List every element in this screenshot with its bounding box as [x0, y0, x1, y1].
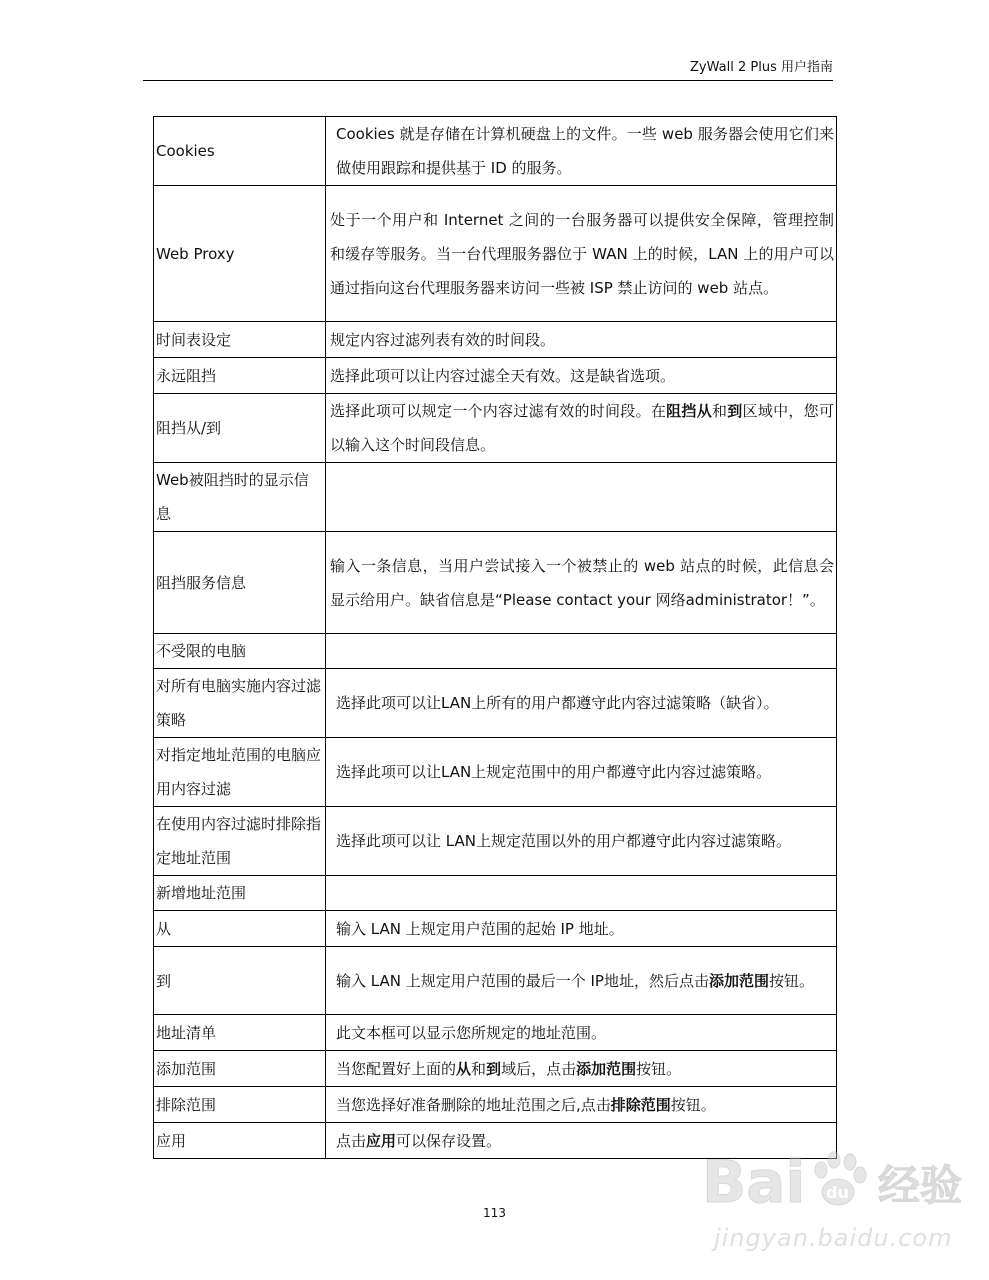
row-description: 选择此项可以让 LAN上规定范围以外的用户都遵守此内容过滤策略。	[326, 807, 837, 876]
row-label: 排除范围	[154, 1087, 326, 1123]
row-description: Cookies 就是存储在计算机硬盘上的文件。一些 web 服务器会使用它们来做使用跟踪和提供基于 ID 的服务。	[326, 117, 837, 186]
row-description: 选择此项可以让LAN上规定范围中的用户都遵守此内容过滤策略。	[326, 738, 837, 807]
table-row	[154, 1087, 837, 1123]
table-row	[154, 186, 837, 322]
table-row	[154, 911, 837, 947]
desc-bold-term: 从	[456, 1059, 472, 1078]
table-row	[154, 117, 837, 186]
svg-text:du: du	[826, 1183, 849, 1202]
table-row	[154, 463, 837, 532]
row-description	[326, 634, 837, 669]
desc-text: 和	[711, 402, 728, 420]
desc-bold-term: 应用	[366, 1131, 397, 1150]
row-label: 对所有电脑实施内容过滤策略	[154, 669, 326, 738]
row-description	[326, 947, 837, 1015]
desc-text: 和	[471, 1059, 487, 1078]
row-description	[326, 394, 837, 463]
desc-text: 当您选择好准备删除的地址范围之后,点击	[336, 1095, 611, 1114]
desc-text: 区域中，您可以输入这个时间段信息。	[330, 402, 834, 454]
desc-text: 按钮。	[636, 1059, 682, 1078]
row-label: 永远阻挡	[154, 358, 326, 394]
desc-text: 点击	[336, 1131, 367, 1150]
row-description	[326, 463, 837, 532]
desc-text: 按钮。	[768, 971, 814, 990]
svg-text:Bai: Bai	[702, 1148, 806, 1216]
row-label: Web被阻挡时的显示信息	[154, 463, 326, 532]
table-row	[154, 394, 837, 463]
page-header	[143, 58, 833, 81]
row-label: 应用	[154, 1123, 326, 1159]
row-label: 阻挡从/到	[154, 394, 326, 463]
table-row	[154, 738, 837, 807]
row-label: 不受限的电脑	[154, 634, 326, 669]
page-number: 113	[483, 1206, 506, 1220]
svg-text:经验: 经验	[878, 1161, 963, 1210]
watermark-url: jingyan.baidu.com	[714, 1224, 953, 1252]
row-description: 规定内容过滤列表有效的时间段。	[326, 322, 837, 358]
desc-bold-term: 到	[486, 1059, 502, 1078]
row-description: 此文本框可以显示您所规定的地址范围。	[326, 1015, 837, 1051]
table-row	[154, 634, 837, 669]
row-label: 地址清单	[154, 1015, 326, 1051]
row-description: 输入一条信息，当用户尝试接入一个被禁止的 web 站点的时候，此信息会显示给用户。缺省信息是“Please contact your 网络administrator！”。	[326, 532, 837, 634]
desc-text: 可以保存设置。	[396, 1131, 502, 1150]
desc-bold-term: 添加范围	[576, 1059, 637, 1078]
row-label: 在使用内容过滤时排除指定地址范围	[154, 807, 326, 876]
settings-table	[153, 116, 837, 1159]
table-row	[154, 322, 837, 358]
table-row	[154, 1015, 837, 1051]
table-row	[154, 947, 837, 1015]
header-product: ZyWall 2 Plus	[690, 60, 777, 75]
table-row	[154, 532, 837, 634]
row-description	[326, 876, 837, 911]
desc-text: 域后，点击	[501, 1059, 577, 1078]
table-row	[154, 669, 837, 738]
desc-text: 按钮。	[670, 1095, 716, 1114]
row-description	[326, 1051, 837, 1087]
row-label: 时间表设定	[154, 322, 326, 358]
row-description: 处于一个用户和 Internet 之间的一台服务器可以提供安全保障，管理控制和缓存等服务。当一台代理服务器位于 WAN 上的时候，LAN 上的用户可以通过指向这台代理服务器来访问一些被 ISP 禁止访问的 web 站点。	[326, 186, 837, 322]
desc-bold-term: 阻挡从	[666, 402, 712, 420]
row-label: 到	[154, 947, 326, 1015]
table-row	[154, 358, 837, 394]
baidu-logo-icon	[700, 1140, 980, 1220]
header-guide: 用户指南	[780, 60, 833, 75]
desc-bold-term: 到	[727, 402, 743, 420]
table-row	[154, 807, 837, 876]
desc-bold-term: 排除范围	[610, 1095, 671, 1114]
row-label: Cookies	[154, 117, 326, 186]
row-label: 阻挡服务信息	[154, 532, 326, 634]
row-label: Web Proxy	[154, 186, 326, 322]
row-description: 选择此项可以让LAN上所有的用户都遵守此内容过滤策略（缺省）。	[326, 669, 837, 738]
row-description: 输入 LAN 上规定用户范围的起始 IP 地址。	[326, 911, 837, 947]
desc-text: 输入 LAN 上规定用户范围的最后一个 IP地址，然后点击	[336, 971, 709, 990]
desc-text: 选择此项可以规定一个内容过滤有效的时间段。在	[330, 402, 667, 420]
row-label: 从	[154, 911, 326, 947]
row-label: 添加范围	[154, 1051, 326, 1087]
row-label: 对指定地址范围的电脑应用内容过滤	[154, 738, 326, 807]
row-label: 新增地址范围	[154, 876, 326, 911]
desc-bold-term: 添加范围	[708, 971, 769, 990]
baidu-jingyan-watermark	[700, 1140, 980, 1260]
desc-text: 当您配置好上面的	[336, 1059, 457, 1078]
table-row	[154, 1051, 837, 1087]
row-description: 选择此项可以让内容过滤全天有效。这是缺省选项。	[326, 358, 837, 394]
table-row	[154, 876, 837, 911]
row-description	[326, 1087, 837, 1123]
